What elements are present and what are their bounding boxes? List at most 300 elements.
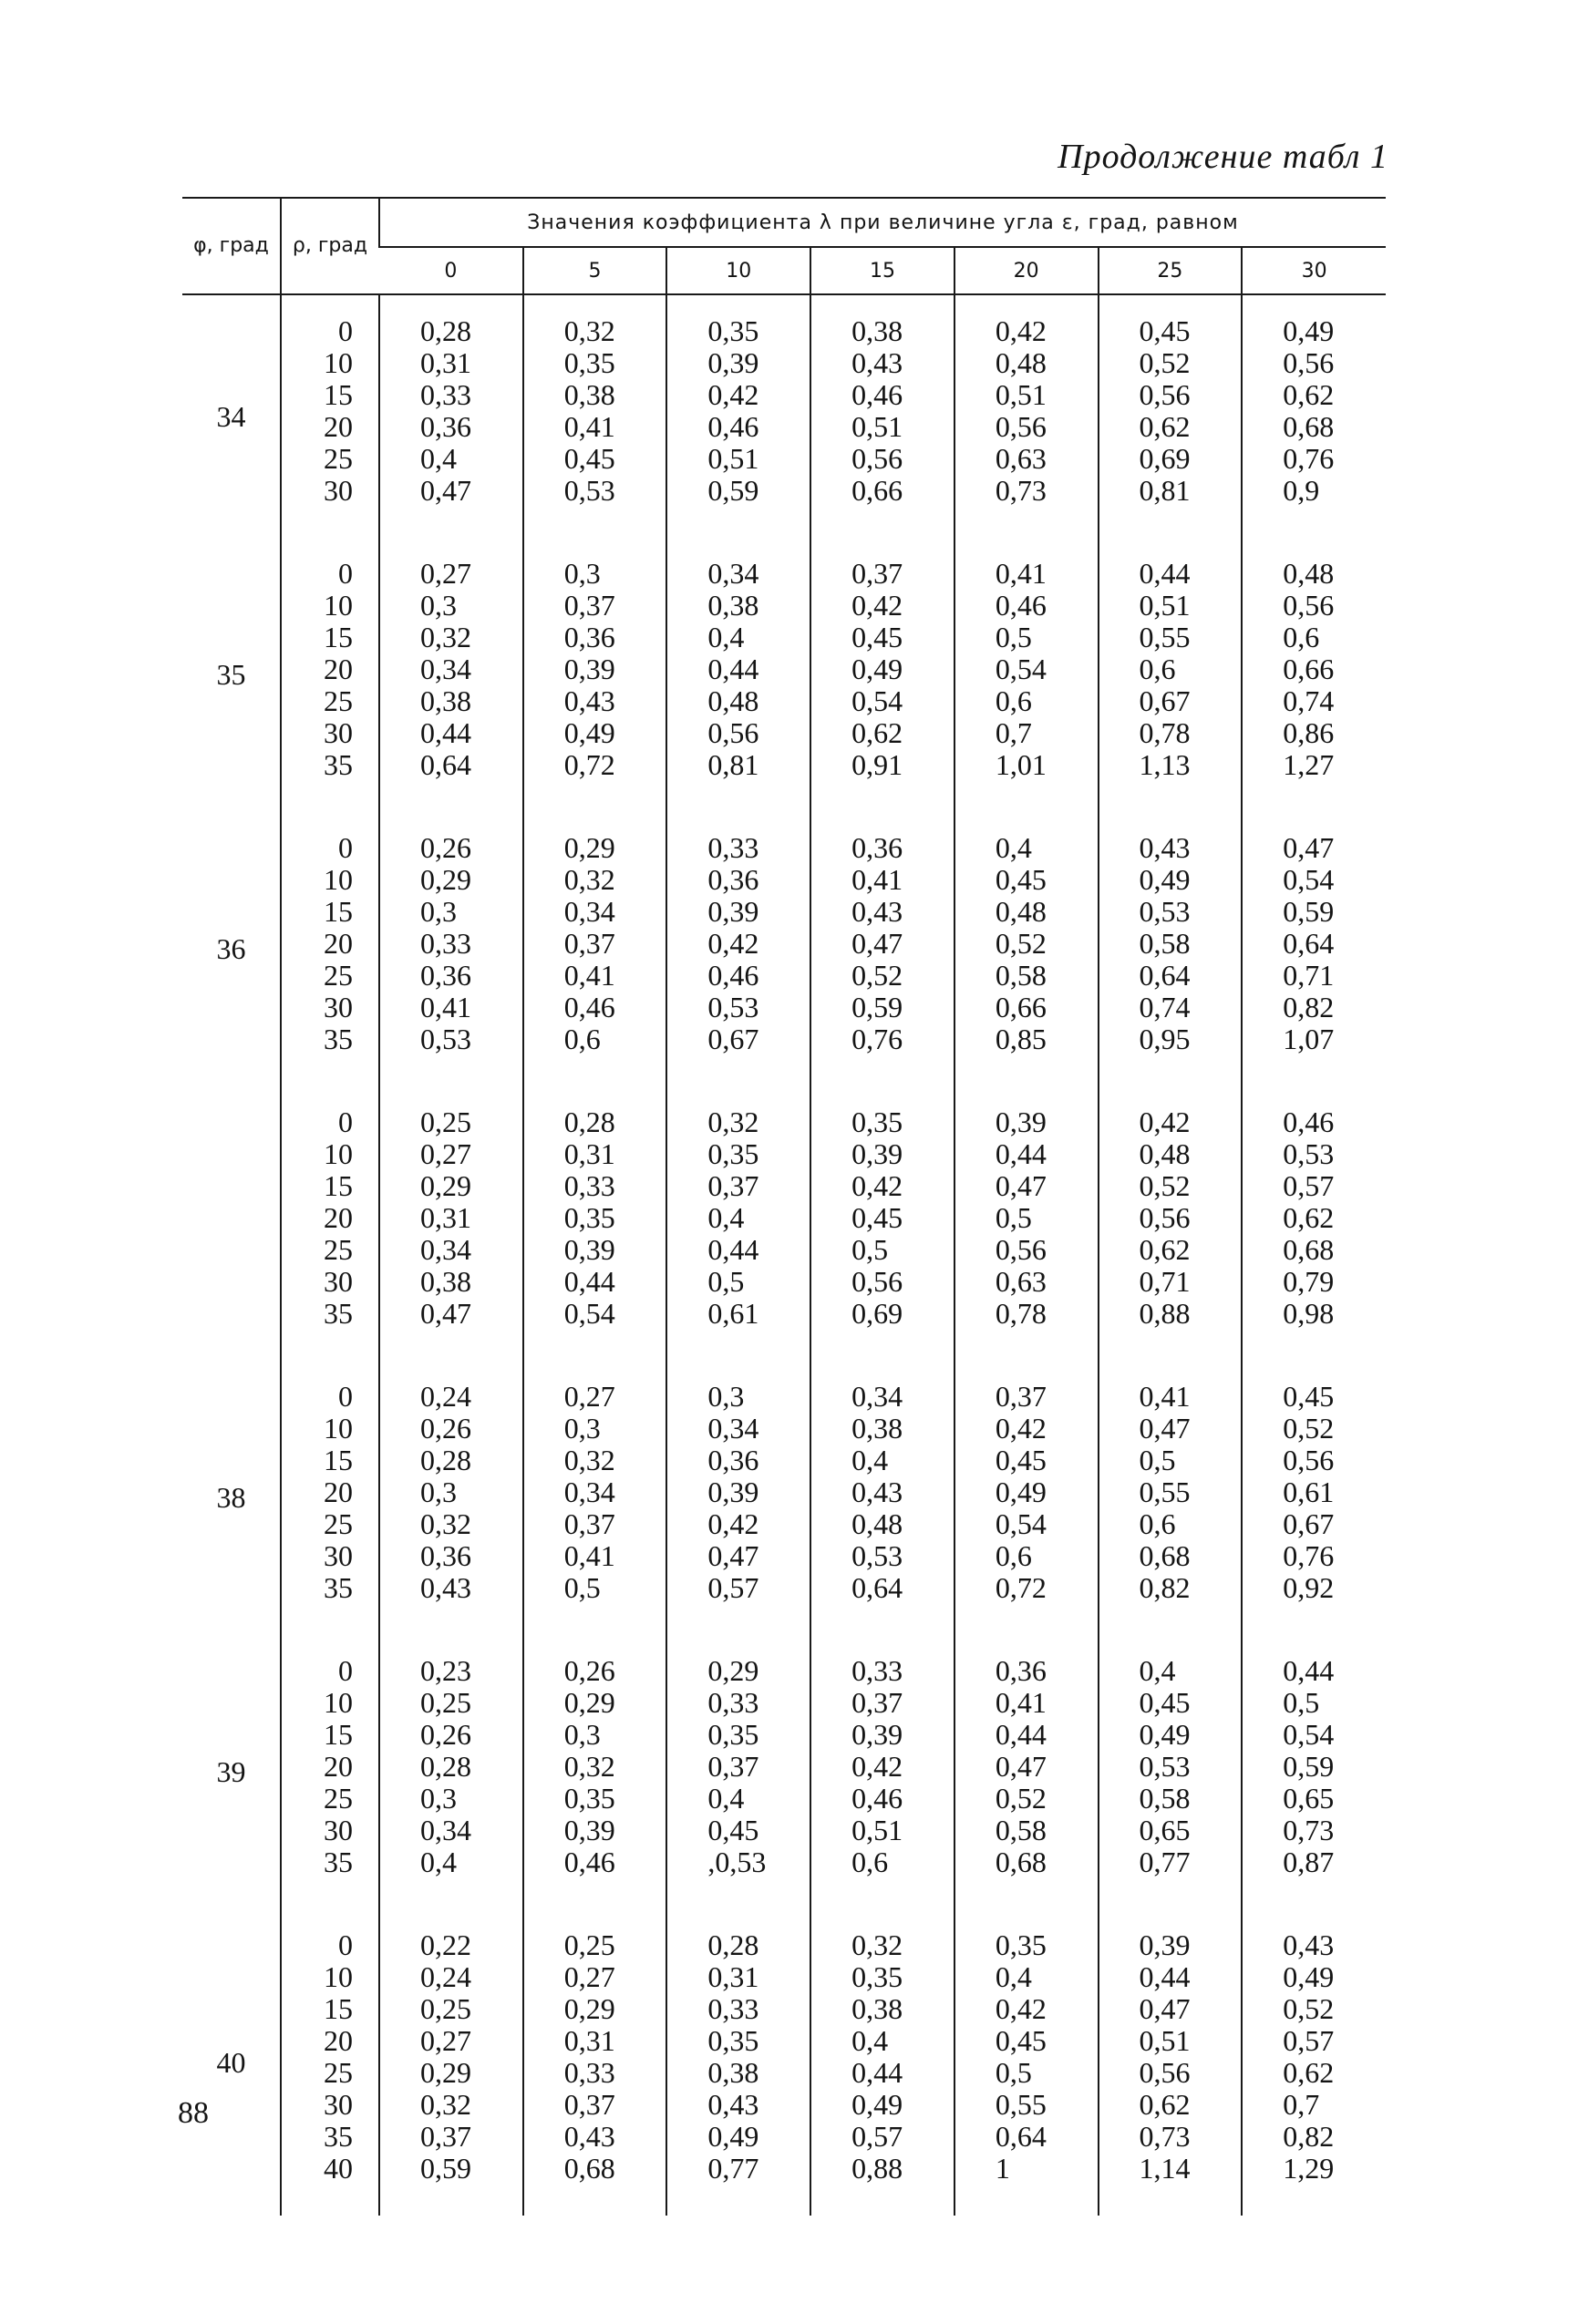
lambda-value: 0,51 (1139, 2024, 1191, 2057)
lambda-value: 0,36 (707, 1444, 759, 1476)
rho-value: 20 (324, 1750, 353, 1783)
lambda-value: 0,56 (851, 1265, 903, 1298)
lambda-value: 0,51 (851, 410, 903, 443)
rho-value: 0 (338, 314, 353, 347)
lambda-value: 0,3 (420, 1476, 457, 1508)
lambda-value: 0,53 (1283, 1137, 1335, 1170)
lambda-value: 0,43 (563, 684, 615, 717)
rho-value: 30 (324, 1539, 353, 1572)
lambda-value: 0,38 (851, 1412, 903, 1445)
lambda-value: 0,35 (707, 1718, 759, 1751)
lambda-value: 0,76 (851, 1023, 903, 1055)
lambda-value: 0,4 (420, 442, 457, 475)
lambda-value: 0,39 (563, 1814, 615, 1846)
lambda-value: 0,6 (563, 1023, 601, 1055)
lambda-value: 0,34 (420, 1233, 471, 1266)
lambda-value: 0,62 (1283, 2056, 1335, 2089)
lambda-value: 0,85 (995, 1023, 1047, 1055)
lambda-value: 0,38 (420, 684, 471, 717)
lambda-value: 0,39 (563, 1233, 615, 1266)
lambda-value: 0,37 (563, 927, 615, 960)
rho-value: 0 (338, 1105, 353, 1138)
rho-value: 0 (338, 1380, 353, 1413)
lambda-value: 0,35 (563, 1201, 615, 1234)
lambda-value: ,0,53 (707, 1846, 767, 1878)
lambda-value: 0,44 (995, 1718, 1047, 1751)
lambda-value: 0,55 (1139, 621, 1191, 653)
lambda-value: 0,32 (563, 314, 615, 347)
lambda-value: 0,31 (563, 2024, 615, 2057)
lambda-value: 0,46 (707, 959, 759, 992)
lambda-value: 0,5 (995, 1201, 1032, 1234)
lambda-value: 0,29 (707, 1654, 759, 1687)
lambda-value: 0,32 (563, 1444, 615, 1476)
lambda-value: 0,48 (1139, 1137, 1191, 1170)
lambda-values-cell (523, 812, 667, 1086)
lambda-value: 0,38 (707, 589, 759, 622)
lambda-value: 0,37 (707, 1169, 759, 1202)
lambda-value: 0,33 (420, 927, 471, 960)
lambda-value: 0,3 (420, 1782, 457, 1815)
lambda-value: 0,53 (851, 1539, 903, 1572)
lambda-value: 0,78 (995, 1297, 1047, 1330)
phi-value (182, 1086, 281, 1361)
lambda-value: 0,87 (1283, 1846, 1335, 1878)
lambda-value: 0,42 (851, 589, 903, 622)
lambda-values-cell (1099, 1635, 1243, 1909)
lambda-value: 0,46 (851, 378, 903, 411)
phi-column-header: φ, град (182, 198, 281, 294)
epsilon-header: 10 (666, 247, 810, 294)
lambda-value: 0,69 (1139, 442, 1191, 475)
lambda-value: 0,62 (851, 716, 903, 749)
lambda-value: 0,57 (1283, 2024, 1335, 2057)
rho-value: 0 (338, 557, 353, 590)
lambda-value: 0,56 (1139, 378, 1191, 411)
lambda-value: 0,38 (563, 378, 615, 411)
rho-value: 15 (324, 1992, 353, 2025)
lambda-value: 0,27 (420, 557, 471, 590)
lambda-values-cell (666, 538, 810, 812)
rho-value: 30 (324, 716, 353, 749)
rho-value: 15 (324, 378, 353, 411)
lambda-value: 0,71 (1139, 1265, 1191, 1298)
lambda-value: 0,52 (1283, 1412, 1335, 1445)
lambda-value: 0,28 (420, 314, 471, 347)
lambda-values-cell (666, 1635, 810, 1909)
lambda-value: 0,56 (995, 1233, 1047, 1266)
lambda-value: 0,35 (707, 314, 759, 347)
lambda-value: 0,68 (1139, 1539, 1191, 1572)
lambda-value: 0,88 (851, 2152, 903, 2185)
rho-values-cell (281, 1086, 379, 1361)
rho-value: 30 (324, 2088, 353, 2121)
table-row-group (182, 812, 1386, 1086)
lambda-value: 0,36 (420, 410, 471, 443)
lambda-value: 0,5 (851, 1233, 889, 1266)
phi-value: 38 (216, 1481, 246, 1514)
lambda-value: 0,52 (1139, 346, 1191, 379)
rho-value: 20 (324, 927, 353, 960)
lambda-value: 0,54 (851, 684, 903, 717)
rho-value: 35 (324, 1297, 353, 1330)
lambda-value: 0,42 (707, 378, 759, 411)
lambda-value: 0,71 (1283, 959, 1335, 992)
phi-value: 39 (216, 1755, 246, 1788)
lambda-value: 0,51 (1139, 589, 1191, 622)
rho-value: 40 (324, 2152, 353, 2185)
lambda-value: 0,6 (1139, 1507, 1176, 1540)
rho-value: 25 (324, 1233, 353, 1266)
lambda-value: 0,35 (995, 1928, 1047, 1961)
lambda-values-cell (954, 1909, 1099, 2216)
lambda-value: 0,25 (420, 1686, 471, 1719)
lambda-value: 0,43 (1283, 1928, 1335, 1961)
lambda-value: 0,46 (995, 589, 1047, 622)
lambda-value: 0,47 (851, 927, 903, 960)
rho-values-cell (281, 1909, 379, 2216)
lambda-value: 0,38 (420, 1265, 471, 1298)
lambda-value: 0,52 (995, 927, 1047, 960)
lambda-value: 0,46 (851, 1782, 903, 1815)
lambda-value: 0,44 (995, 1137, 1047, 1170)
lambda-value: 0,56 (1283, 346, 1335, 379)
lambda-value: 0,67 (707, 1023, 759, 1055)
lambda-value: 0,59 (1283, 895, 1335, 928)
rho-values-cell (281, 1635, 379, 1909)
lambda-value: 0,61 (707, 1297, 759, 1330)
lambda-value: 0,67 (1283, 1507, 1335, 1540)
lambda-value: 0,33 (851, 1654, 903, 1687)
lambda-value: 0,56 (995, 410, 1047, 443)
lambda-value: 0,48 (1283, 557, 1335, 590)
lambda-value: 0,5 (1139, 1444, 1176, 1476)
lambda-value: 0,25 (420, 1105, 471, 1138)
rho-value: 30 (324, 991, 353, 1023)
lambda-value: 0,82 (1283, 991, 1335, 1023)
lambda-value: 0,49 (995, 1476, 1047, 1508)
lambda-value: 0,28 (563, 1105, 615, 1138)
rho-value: 10 (324, 1412, 353, 1445)
lambda-value: 0,81 (707, 748, 759, 781)
table-row-group (182, 1635, 1386, 1909)
lambda-value: 0,49 (1139, 1718, 1191, 1751)
rho-values-cell (281, 538, 379, 812)
lambda-value: 0,29 (563, 831, 615, 864)
lambda-value: 0,62 (1283, 1201, 1335, 1234)
lambda-value: 0,54 (995, 653, 1047, 685)
lambda-values-cell (954, 1361, 1099, 1635)
rho-value: 0 (338, 1928, 353, 1961)
lambda-value: 0,4 (851, 1444, 889, 1476)
lambda-value: 0,86 (1283, 716, 1335, 749)
lambda-value: 0,37 (420, 2120, 471, 2153)
lambda-values-cell (523, 1635, 667, 1909)
lambda-value: 0,32 (563, 863, 615, 896)
lambda-values-cell (666, 1909, 810, 2216)
lambda-value: 0,56 (1283, 1444, 1335, 1476)
lambda-value: 0,33 (707, 831, 759, 864)
rho-value: 25 (324, 1507, 353, 1540)
lambda-value: 0,48 (851, 1507, 903, 1540)
lambda-values-cell (666, 1361, 810, 1635)
lambda-value: 0,36 (851, 831, 903, 864)
lambda-value: 0,77 (707, 2152, 759, 2185)
lambda-values-cell (1099, 294, 1243, 538)
lambda-value: 0,62 (1139, 1233, 1191, 1266)
lambda-value: 0,47 (995, 1750, 1047, 1783)
lambda-values-cell (954, 1086, 1099, 1361)
lambda-value: 0,58 (1139, 927, 1191, 960)
lambda-value: 0,42 (851, 1169, 903, 1202)
lambda-value: 0,37 (851, 1686, 903, 1719)
lambda-value: 0,58 (1139, 1782, 1191, 1815)
lambda-value: 0,91 (851, 748, 903, 781)
lambda-value: 0,59 (707, 474, 759, 507)
lambda-value: 0,33 (707, 1992, 759, 2025)
rho-value: 15 (324, 1444, 353, 1476)
lambda-value: 0,35 (563, 346, 615, 379)
lambda-value: 0,47 (420, 474, 471, 507)
lambda-values-cell (1242, 538, 1386, 812)
lambda-value: 0,28 (420, 1750, 471, 1783)
lambda-values-cell (1099, 1909, 1243, 2216)
lambda-value: 0,36 (707, 863, 759, 896)
lambda-value: 1 (995, 2152, 1010, 2185)
lambda-value: 0,47 (420, 1297, 471, 1330)
rho-value: 25 (324, 2056, 353, 2089)
lambda-value: 1,07 (1283, 1023, 1335, 1055)
lambda-value: 0,33 (563, 2056, 615, 2089)
lambda-value: 0,41 (1139, 1380, 1191, 1413)
lambda-value: 1,01 (995, 748, 1047, 781)
lambda-values-cell (810, 1909, 954, 2216)
lambda-value: 0,32 (563, 1750, 615, 1783)
epsilon-header: 5 (523, 247, 667, 294)
lambda-values-cell (1242, 1086, 1386, 1361)
rho-value: 0 (338, 1654, 353, 1687)
lambda-values-cell (954, 538, 1099, 812)
table-row-group (182, 1361, 1386, 1635)
lambda-value: 0,53 (1139, 895, 1191, 928)
lambda-value: 0,56 (707, 716, 759, 749)
lambda-value: 0,4 (707, 621, 745, 653)
lambda-values-cell (666, 812, 810, 1086)
rho-value: 10 (324, 1137, 353, 1170)
lambda-value: 0,74 (1283, 684, 1335, 717)
lambda-value: 0,35 (851, 1105, 903, 1138)
lambda-value: 0,51 (851, 1814, 903, 1846)
lambda-values-cell (379, 812, 523, 1086)
lambda-value: 0,42 (1139, 1105, 1191, 1138)
lambda-value: 0,42 (707, 1507, 759, 1540)
lambda-value: 0,45 (707, 1814, 759, 1846)
lambda-value: 0,41 (563, 1539, 615, 1572)
table-row-group (182, 1086, 1386, 1361)
lambda-value: 0,6 (995, 684, 1032, 717)
lambda-value: 0,57 (851, 2120, 903, 2153)
lambda-value: 0,25 (563, 1928, 615, 1961)
rho-value: 25 (324, 442, 353, 475)
lambda-value: 0,37 (563, 589, 615, 622)
lambda-values-cell (523, 1361, 667, 1635)
lambda-value: 0,39 (707, 895, 759, 928)
lambda-value: 0,4 (420, 1846, 457, 1878)
lambda-value: 0,37 (563, 2088, 615, 2121)
lambda-value: 0,43 (851, 895, 903, 928)
lambda-value: 0,58 (995, 1814, 1047, 1846)
lambda-value: 0,56 (1283, 589, 1335, 622)
lambda-value: 1,29 (1283, 2152, 1335, 2185)
lambda-value: 0,77 (1139, 1846, 1191, 1878)
lambda-value: 0,48 (707, 684, 759, 717)
lambda-value: 0,57 (707, 1571, 759, 1604)
lambda-value: 0,26 (420, 1412, 471, 1445)
lambda-value: 0,24 (420, 1380, 471, 1413)
lambda-value: 0,57 (1283, 1169, 1335, 1202)
lambda-value: 0,29 (563, 1686, 615, 1719)
lambda-value: 0,72 (995, 1571, 1047, 1604)
lambda-value: 0,69 (851, 1297, 903, 1330)
lambda-values-cell (1242, 294, 1386, 538)
lambda-value: 0,3 (563, 1718, 601, 1751)
lambda-value: 0,32 (851, 1928, 903, 1961)
lambda-value: 0,32 (420, 621, 471, 653)
lambda-values-cell (379, 1361, 523, 1635)
lambda-value: 0,45 (1283, 1380, 1335, 1413)
lambda-value: 0,46 (1283, 1105, 1335, 1138)
lambda-value: 0,41 (995, 557, 1047, 590)
lambda-value: 0,49 (851, 653, 903, 685)
lambda-values-cell (1242, 1909, 1386, 2216)
lambda-value: 0,3 (563, 1412, 601, 1445)
lambda-values-cell (810, 1361, 954, 1635)
lambda-values-cell (666, 1086, 810, 1361)
lambda-value: 0,49 (1283, 1960, 1335, 1993)
lambda-value: 0,73 (1283, 1814, 1335, 1846)
rho-value: 20 (324, 1476, 353, 1508)
lambda-value: 0,82 (1139, 1571, 1191, 1604)
lambda-value: 0,59 (1283, 1750, 1335, 1783)
rho-value: 10 (324, 346, 353, 379)
lambda-value: 0,66 (1283, 653, 1335, 685)
lambda-value: 0,31 (420, 1201, 471, 1234)
lambda-value: 0,76 (1283, 442, 1335, 475)
lambda-value: 0,66 (851, 474, 903, 507)
lambda-value: 0,53 (1139, 1750, 1191, 1783)
rho-value: 30 (324, 474, 353, 507)
lambda-value: 0,28 (420, 1444, 471, 1476)
lambda-values-cell (523, 1909, 667, 2216)
rho-value: 10 (324, 589, 353, 622)
lambda-value: 0,32 (420, 1507, 471, 1540)
lambda-value: 0,56 (851, 442, 903, 475)
lambda-value: 0,41 (420, 991, 471, 1023)
lambda-values-cell (1099, 1086, 1243, 1361)
lambda-value: 0,38 (707, 2056, 759, 2089)
lambda-value: 0,47 (1139, 1992, 1191, 2025)
lambda-value: 0,27 (420, 2024, 471, 2057)
lambda-values-header: Значения коэффициента λ при величине угла ε, град, равном (379, 198, 1386, 247)
lambda-value: 0,6 (995, 1539, 1032, 1572)
lambda-value: 0,32 (420, 2088, 471, 2121)
lambda-value: 0,42 (995, 1992, 1047, 2025)
lambda-value: 0,52 (1283, 1992, 1335, 2025)
lambda-value: 0,47 (1283, 831, 1335, 864)
table-row-group (182, 294, 1386, 538)
lambda-values-cell (954, 812, 1099, 1086)
lambda-value: 0,42 (851, 1750, 903, 1783)
lambda-values-cell (1099, 1361, 1243, 1635)
lambda-value: 0,54 (995, 1507, 1047, 1540)
lambda-value: 0,62 (1283, 378, 1335, 411)
lambda-values-cell (523, 538, 667, 812)
lambda-value: 0,61 (1283, 1476, 1335, 1508)
lambda-value: 0,37 (851, 557, 903, 590)
lambda-value: 0,29 (420, 1169, 471, 1202)
lambda-value: 0,49 (851, 2088, 903, 2121)
lambda-value: 0,55 (1139, 1476, 1191, 1508)
lambda-value: 0,41 (995, 1686, 1047, 1719)
lambda-value: 0,39 (563, 653, 615, 685)
lambda-value: 0,22 (420, 1928, 471, 1961)
lambda-value: 0,68 (1283, 410, 1335, 443)
rho-value: 30 (324, 1265, 353, 1298)
lambda-value: 0,43 (1139, 831, 1191, 864)
lambda-value: 0,49 (1139, 863, 1191, 896)
lambda-value: 0,38 (851, 1992, 903, 2025)
lambda-value: 0,4 (995, 1960, 1032, 1993)
lambda-value: 0,3 (420, 895, 457, 928)
lambda-values-cell (1099, 812, 1243, 1086)
table-header (182, 198, 1386, 294)
lambda-value: 0,3 (707, 1380, 745, 1413)
rho-value: 25 (324, 1782, 353, 1815)
lambda-value: 0,68 (995, 1846, 1047, 1878)
lambda-value: 0,48 (995, 346, 1047, 379)
rho-value: 10 (324, 1686, 353, 1719)
lambda-value: 0,59 (851, 991, 903, 1023)
lambda-values-cell (523, 1086, 667, 1361)
phi-value: 40 (216, 2045, 246, 2079)
lambda-value: 0,9 (1283, 474, 1320, 507)
lambda-value: 0,59 (420, 2152, 471, 2185)
lambda-value: 0,23 (420, 1654, 471, 1687)
lambda-value: 0,37 (995, 1380, 1047, 1413)
lambda-value: 0,39 (995, 1105, 1047, 1138)
lambda-value: 0,31 (707, 1960, 759, 1993)
lambda-coefficient-table (182, 197, 1386, 2216)
lambda-value: 0,3 (420, 589, 457, 622)
lambda-value: 1,13 (1139, 748, 1191, 781)
lambda-value: 0,24 (420, 1960, 471, 1993)
rho-value: 35 (324, 1023, 353, 1055)
lambda-values-cell (1099, 538, 1243, 812)
lambda-value: 0,42 (995, 314, 1047, 347)
lambda-value: 0,25 (420, 1992, 471, 2025)
rho-value: 25 (324, 684, 353, 717)
lambda-value: 0,65 (1139, 1814, 1191, 1846)
lambda-value: 0,49 (563, 716, 615, 749)
lambda-value: 0,44 (563, 1265, 615, 1298)
lambda-value: 0,74 (1139, 991, 1191, 1023)
lambda-value: 0,34 (563, 895, 615, 928)
lambda-value: 0,54 (1283, 1718, 1335, 1751)
lambda-value: 0,35 (707, 1137, 759, 1170)
epsilon-header: 0 (379, 247, 523, 294)
lambda-value: 0,41 (563, 410, 615, 443)
lambda-value: 0,98 (1283, 1297, 1335, 1330)
